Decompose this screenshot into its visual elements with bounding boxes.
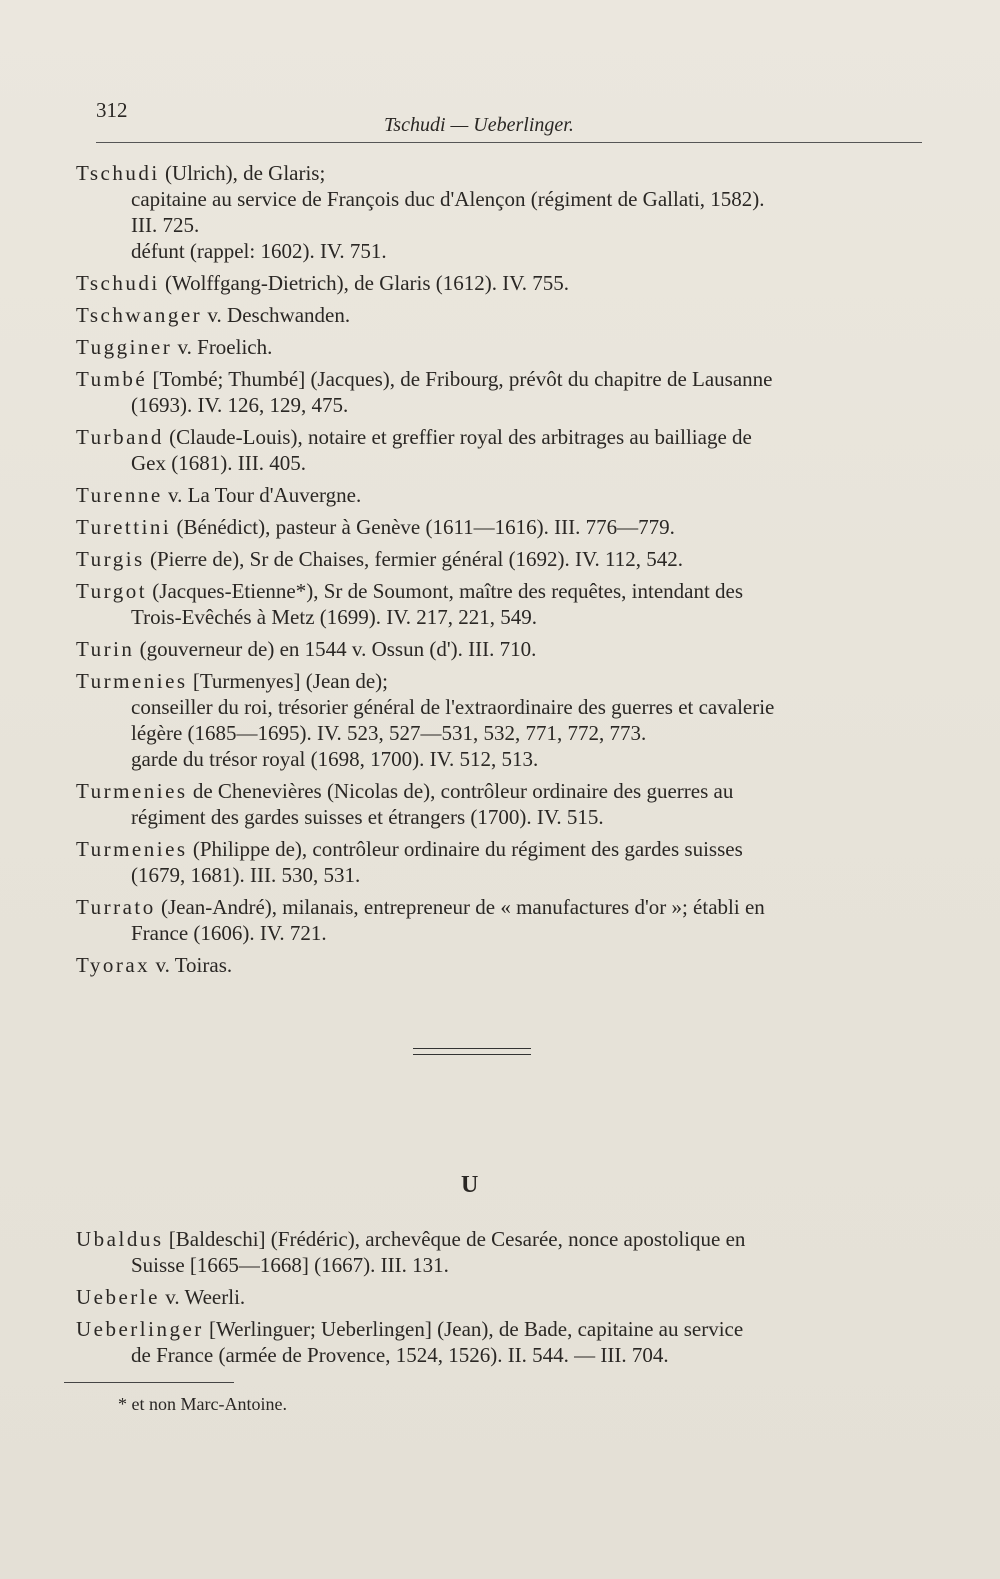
entry-heading xyxy=(76,952,926,978)
index-entries-t xyxy=(76,160,926,984)
page-number: 312 xyxy=(96,98,128,122)
entry-surname: Turgot xyxy=(76,579,148,603)
entry-text: (Jacques-Etienne*), Sr de Soumont, maître des requêtes, intendant des xyxy=(147,579,744,603)
entry-continuation: légère (1685—1695). IV. 523, 527—531, 532, 771, 772, 773. xyxy=(131,721,647,745)
entry-text: [Tombé; Thumbé] (Jacques), de Fribourg, prévôt du chapitre de Lausanne xyxy=(147,367,773,391)
index-entries-u xyxy=(76,1226,926,1374)
entry-surname: Turmenies xyxy=(76,837,188,861)
index-entry xyxy=(76,366,926,418)
index-entry xyxy=(76,514,926,540)
index-entry xyxy=(76,546,926,572)
index-entry xyxy=(76,1226,926,1278)
footnote-rule xyxy=(64,1382,234,1383)
entry-text: (Jean-André), milanais, entrepreneur de « manufactures d'or »; établi en xyxy=(155,895,765,919)
entry-heading xyxy=(76,1226,926,1252)
entry-continuation: Suisse [1665—1668] (1667). III. 131. xyxy=(131,1253,449,1277)
index-entry xyxy=(76,636,926,662)
entry-heading xyxy=(76,578,926,604)
entry-heading xyxy=(76,270,926,296)
entry-text: [Turmenyes] (Jean de); xyxy=(187,669,389,693)
index-entry xyxy=(76,778,926,830)
entry-text: (Pierre de), Sr de Chaises, fermier général (1692). IV. 112, 542. xyxy=(144,547,683,571)
entry-surname: Turenne xyxy=(76,483,163,507)
entry-text: de Chenevières (Nicolas de), contrôleur ordinaire des guerres au xyxy=(187,779,734,803)
entry-heading xyxy=(76,366,926,392)
entry-text: v. Toiras. xyxy=(150,953,233,977)
entry-surname: Tschudi xyxy=(76,161,160,185)
entry-text: [Baldeschi] (Frédéric), archevêque de Cesarée, nonce apostolique en xyxy=(163,1227,746,1251)
entry-heading xyxy=(76,636,926,662)
running-title: Tschudi — Ueberlinger. xyxy=(384,114,574,136)
entry-text: v. Weerli. xyxy=(159,1285,246,1309)
entry-surname: Turettini xyxy=(76,515,172,539)
entry-text: (Wolffgang-Dietrich), de Glaris (1612). IV. 755. xyxy=(159,271,569,295)
index-entry xyxy=(76,1284,926,1310)
entry-continuation: de France (armée de Provence, 1524, 1526). II. 544. — III. 704. xyxy=(131,1343,669,1367)
entry-surname: Turrato xyxy=(76,895,156,919)
section-separator xyxy=(413,1048,531,1055)
entry-heading xyxy=(76,302,926,328)
entry-surname: Tschudi xyxy=(76,271,160,295)
entry-surname: Turin xyxy=(76,637,135,661)
entry-text: (gouverneur de) en 1544 v. Ossun (d'). III. 710. xyxy=(134,637,537,661)
entry-continuation: défunt (rappel: 1602). IV. 751. xyxy=(131,239,387,263)
entry-surname: Ubaldus xyxy=(76,1227,164,1251)
index-entry xyxy=(76,668,926,772)
entry-heading xyxy=(76,482,926,508)
index-entry xyxy=(76,952,926,978)
entry-continuation: conseiller du roi, trésorier général de l'extraordinaire des guerres et cavalerie xyxy=(131,695,775,719)
page-header xyxy=(96,98,926,158)
entry-heading xyxy=(76,514,926,540)
entry-continuation: Trois-Evêchés à Metz (1699). IV. 217, 221, 549. xyxy=(131,605,537,629)
index-entry xyxy=(76,836,926,888)
entry-heading xyxy=(76,836,926,862)
entry-text: (Philippe de), contrôleur ordinaire du régiment des gardes suisses xyxy=(187,837,743,861)
entry-heading xyxy=(76,424,926,450)
index-entry xyxy=(76,894,926,946)
entry-heading xyxy=(76,546,926,572)
entry-heading xyxy=(76,668,926,694)
entry-heading xyxy=(76,334,926,360)
entry-text: v. Froelich. xyxy=(172,335,273,359)
entry-continuation: régiment des gardes suisses et étrangers (1700). IV. 515. xyxy=(131,805,604,829)
index-entry xyxy=(76,302,926,328)
entry-continuation: Gex (1681). III. 405. xyxy=(131,451,306,475)
header-rule xyxy=(96,142,922,143)
entry-surname: Turband xyxy=(76,425,164,449)
entry-continuation: III. 725. xyxy=(131,213,200,237)
index-entry xyxy=(76,482,926,508)
entry-heading xyxy=(76,778,926,804)
index-entry xyxy=(76,424,926,476)
section-letter: U xyxy=(461,1172,479,1198)
entry-heading xyxy=(76,1284,926,1310)
entry-heading xyxy=(76,160,926,186)
entry-continuation: (1693). IV. 126, 129, 475. xyxy=(131,393,349,417)
entry-surname: Turmenies xyxy=(76,779,188,803)
entry-heading xyxy=(76,1316,926,1342)
index-entry xyxy=(76,1316,926,1368)
entry-surname: Ueberle xyxy=(76,1285,160,1309)
index-entry xyxy=(76,334,926,360)
entry-surname: Turmenies xyxy=(76,669,188,693)
entry-continuation: (1679, 1681). III. 530, 531. xyxy=(131,863,361,887)
footnote: * et non Marc-Antoine. xyxy=(118,1394,287,1414)
entry-text: v. Deschwanden. xyxy=(202,303,351,327)
entry-text: [Werlinguer; Ueberlingen] (Jean), de Bade, capitaine au service xyxy=(203,1317,744,1341)
entry-text: (Ulrich), de Glaris; xyxy=(159,161,326,185)
entry-text: (Bénédict), pasteur à Genève (1611—1616). III. 776—779. xyxy=(171,515,675,539)
entry-text: v. La Tour d'Auvergne. xyxy=(162,483,362,507)
entry-text: (Claude-Louis), notaire et greffier royal des arbitrages au bailliage de xyxy=(163,425,752,449)
entry-surname: Tugginer xyxy=(76,335,173,359)
index-entry xyxy=(76,160,926,264)
entry-surname: Tumbé xyxy=(76,367,148,391)
entry-continuation: capitaine au service de François duc d'Alençon (régiment de Gallati, 1582). xyxy=(131,187,765,211)
index-entry xyxy=(76,270,926,296)
entry-continuation: France (1606). IV. 721. xyxy=(131,921,327,945)
entry-surname: Tschwanger xyxy=(76,303,203,327)
entry-heading xyxy=(76,894,926,920)
entry-surname: Tyorax xyxy=(76,953,151,977)
index-entry xyxy=(76,578,926,630)
entry-surname: Turgis xyxy=(76,547,145,571)
entry-continuation: garde du trésor royal (1698, 1700). IV. 512, 513. xyxy=(131,747,539,771)
entry-surname: Ueberlinger xyxy=(76,1317,204,1341)
